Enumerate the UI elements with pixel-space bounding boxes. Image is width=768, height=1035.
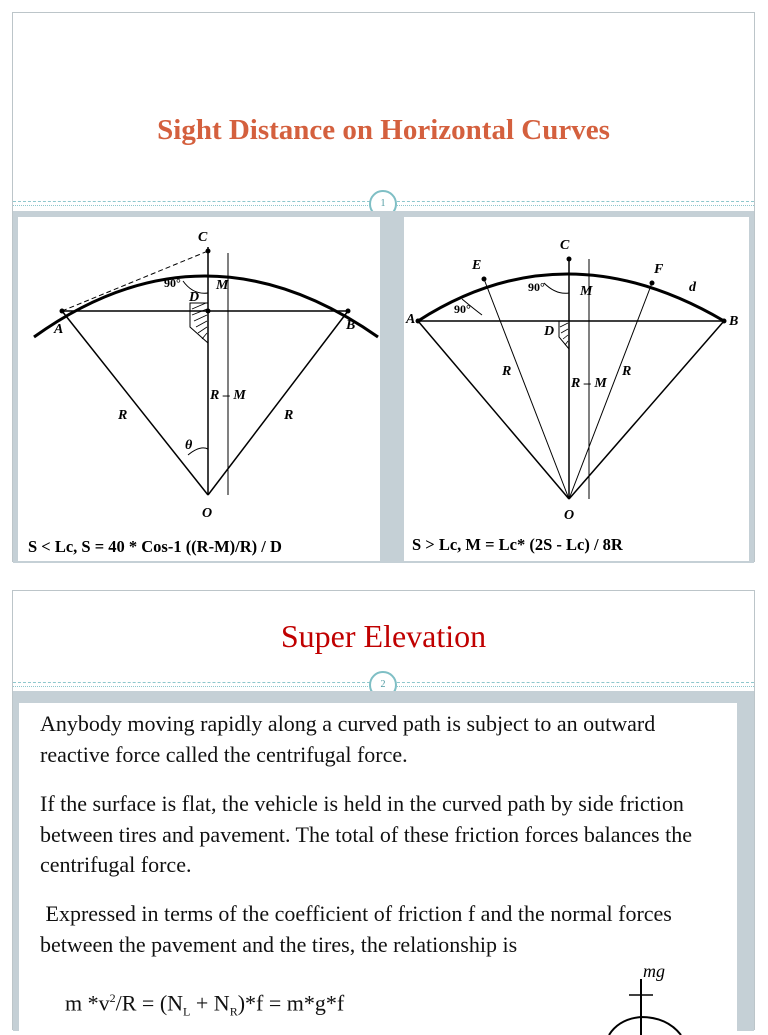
label-a: A [54, 322, 64, 337]
caption-short-curve: S < Lc, S = 40 * Cos-1 ((R-M)/R) / D [28, 537, 282, 556]
right-caption-panel [404, 531, 749, 561]
sight-distance-short-curve-diagram [18, 217, 380, 531]
label-r-right: R [622, 364, 632, 379]
slide-1 [12, 12, 755, 562]
label-m: M [216, 278, 229, 293]
slide-number-badge: 1 [369, 190, 397, 218]
label-mg: mg [643, 961, 665, 981]
sight-distance-long-curve-diagram [404, 217, 749, 531]
label-d-distance: d [689, 280, 696, 295]
label-d: D [544, 324, 555, 339]
label-b: B [729, 314, 739, 329]
label-a: A [406, 312, 416, 327]
label-b: B [346, 318, 356, 333]
label-r-left: R [502, 364, 512, 379]
label-c: C [198, 230, 208, 245]
label-c: C [560, 238, 570, 253]
content-area [13, 211, 754, 563]
label-o: O [202, 506, 213, 521]
left-caption-panel [18, 531, 380, 561]
equation: m $*v^2/R = (N_L + N_R)*f = m*g*f$ [65, 990, 345, 1019]
content-area [13, 691, 754, 1031]
left-figure-panel [18, 217, 380, 531]
text-panel [19, 703, 737, 1033]
label-e: E [472, 258, 482, 273]
paragraph-centrifugal: Anybody moving rapidly along a curved path is subject to an outward reactive force called the centrifugal force. [40, 711, 656, 767]
label-angle-left: 90° [454, 302, 471, 316]
label-r-right: R [284, 408, 294, 423]
label-r-left: R [118, 408, 128, 423]
right-figure-panel [404, 217, 749, 531]
slide-title: Super Elevation [280, 618, 487, 654]
label-d: D [189, 290, 200, 305]
label-o: O [564, 508, 575, 523]
vehicle-force-sketch [589, 955, 709, 1035]
caption-long-curve: S > Lc, M = Lc* (2S - Lc) / 8R [412, 535, 623, 554]
slide-title: Sight Distance on Horizontal Curves [157, 114, 610, 146]
label-theta: θ [185, 438, 193, 453]
label-m: M [580, 284, 593, 299]
label-r-minus-m: R – M [210, 388, 246, 403]
label-f: F [654, 262, 664, 277]
paragraph-friction: If the surface is flat, the vehicle is held in the curved path by side friction between tires and pavement. The total of these friction forces balances the centrifugal force. [40, 791, 692, 877]
slide-number-badge: 2 [369, 671, 397, 699]
label-angle-top: 90° [528, 280, 545, 294]
paragraph-relationship: Expressed in terms of the coefficient of friction f and the normal forces between the pavement and the tires, the relationship is [40, 901, 678, 957]
slide-2 [12, 590, 755, 1030]
label-r-minus-m: R – M [571, 376, 607, 391]
label-angle: 90° [164, 276, 181, 290]
